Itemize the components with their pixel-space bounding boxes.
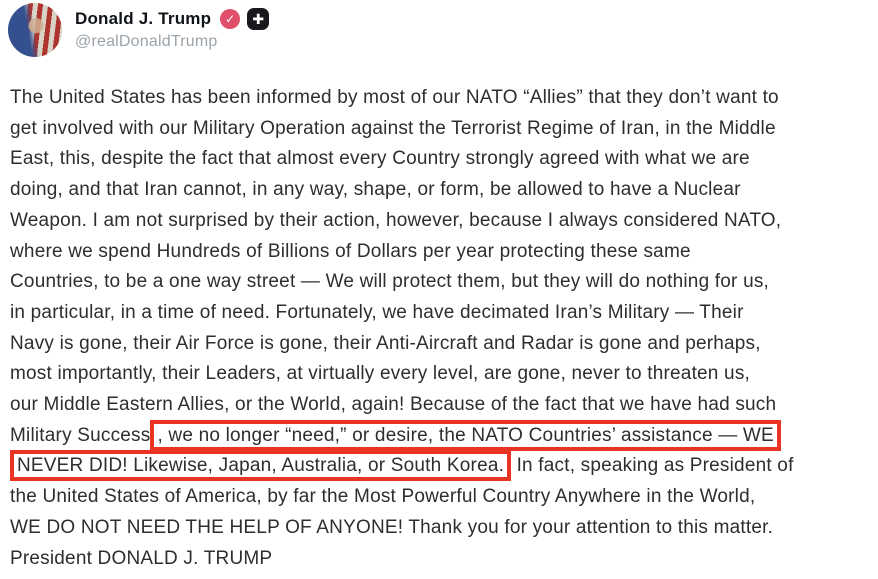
body-line (10, 513, 870, 544)
body-line (10, 114, 870, 145)
body-line (10, 482, 870, 513)
highlight-box: , we no longer “need,” or desire, the NATO Countries’ assistance — WE (150, 420, 780, 451)
body-text-segment: doing, and that Iran cannot, in any way, shape, or form, be allowed to have a Nuclear (10, 179, 741, 201)
plus-badge-icon: ✚ (247, 8, 269, 30)
verified-check-icon: ✓ (220, 9, 240, 29)
body-line (10, 329, 870, 360)
body-text-segment: where we spend Hundreds of Billions of Dollars per year protecting these same (10, 240, 691, 262)
body-line (10, 175, 870, 206)
body-text-segment: in particular, in a time of need. Fortunately, we have decimated Iran’s Military — Their (10, 301, 744, 323)
body-text-segment: In fact, speaking as President of (511, 455, 794, 477)
author-info (75, 3, 269, 51)
body-text-segment: our Middle Eastern Allies, or the World, again! Because of the fact that we have had such (10, 394, 777, 416)
body-text-segment: most importantly, their Leaders, at virtually every level, are gone, never to threaten us, (10, 363, 750, 385)
avatar[interactable] (8, 3, 62, 57)
body-line (10, 544, 870, 575)
body-text-segment: Weapon. I am not surprised by their action, however, because I always considered NATO, (10, 209, 782, 231)
body-line (10, 144, 870, 175)
body-line (10, 421, 870, 452)
body-line (10, 267, 870, 298)
body-line (10, 237, 870, 268)
body-line (10, 206, 870, 237)
post-header (0, 0, 878, 57)
author-handle[interactable]: @realDonaldTrump (75, 33, 218, 50)
body-text-segment: Navy is gone, their Air Force is gone, their Anti-Aircraft and Radar is gone and perhaps, (10, 332, 761, 354)
body-line (10, 298, 870, 329)
author-name-row (75, 8, 269, 30)
body-text-segment: the United States of America, by far the Most Powerful Country Anywhere in the World, (10, 486, 756, 508)
body-line (10, 83, 870, 114)
body-line (10, 451, 870, 482)
body-text-segment: Countries, to be a one way street — We will protect them, but they will do nothing for us, (10, 271, 770, 293)
body-text-segment: Military Success (10, 424, 151, 446)
body-line (10, 390, 870, 421)
body-text-segment: WE DO NOT NEED THE HELP OF ANYONE! Thank you for your attention to this matter. (10, 516, 774, 538)
body-text-segment: The United States has been informed by most of our NATO “Allies” that they don’t want to (10, 87, 779, 108)
body-line (10, 359, 870, 390)
author-name[interactable]: Donald J. Trump (75, 9, 212, 28)
post-body (0, 57, 878, 574)
highlight-box: NEVER DID! Likewise, Japan, Australia, or South Korea. (10, 450, 511, 481)
body-text-segment: East, this, despite the fact that almost every Country strongly agreed with what we are (10, 148, 750, 170)
body-text-segment: get involved with our Military Operation against the Terrorist Regime of Iran, in the Middle (10, 117, 776, 139)
body-text-segment: President DONALD J. TRUMP (10, 547, 273, 569)
